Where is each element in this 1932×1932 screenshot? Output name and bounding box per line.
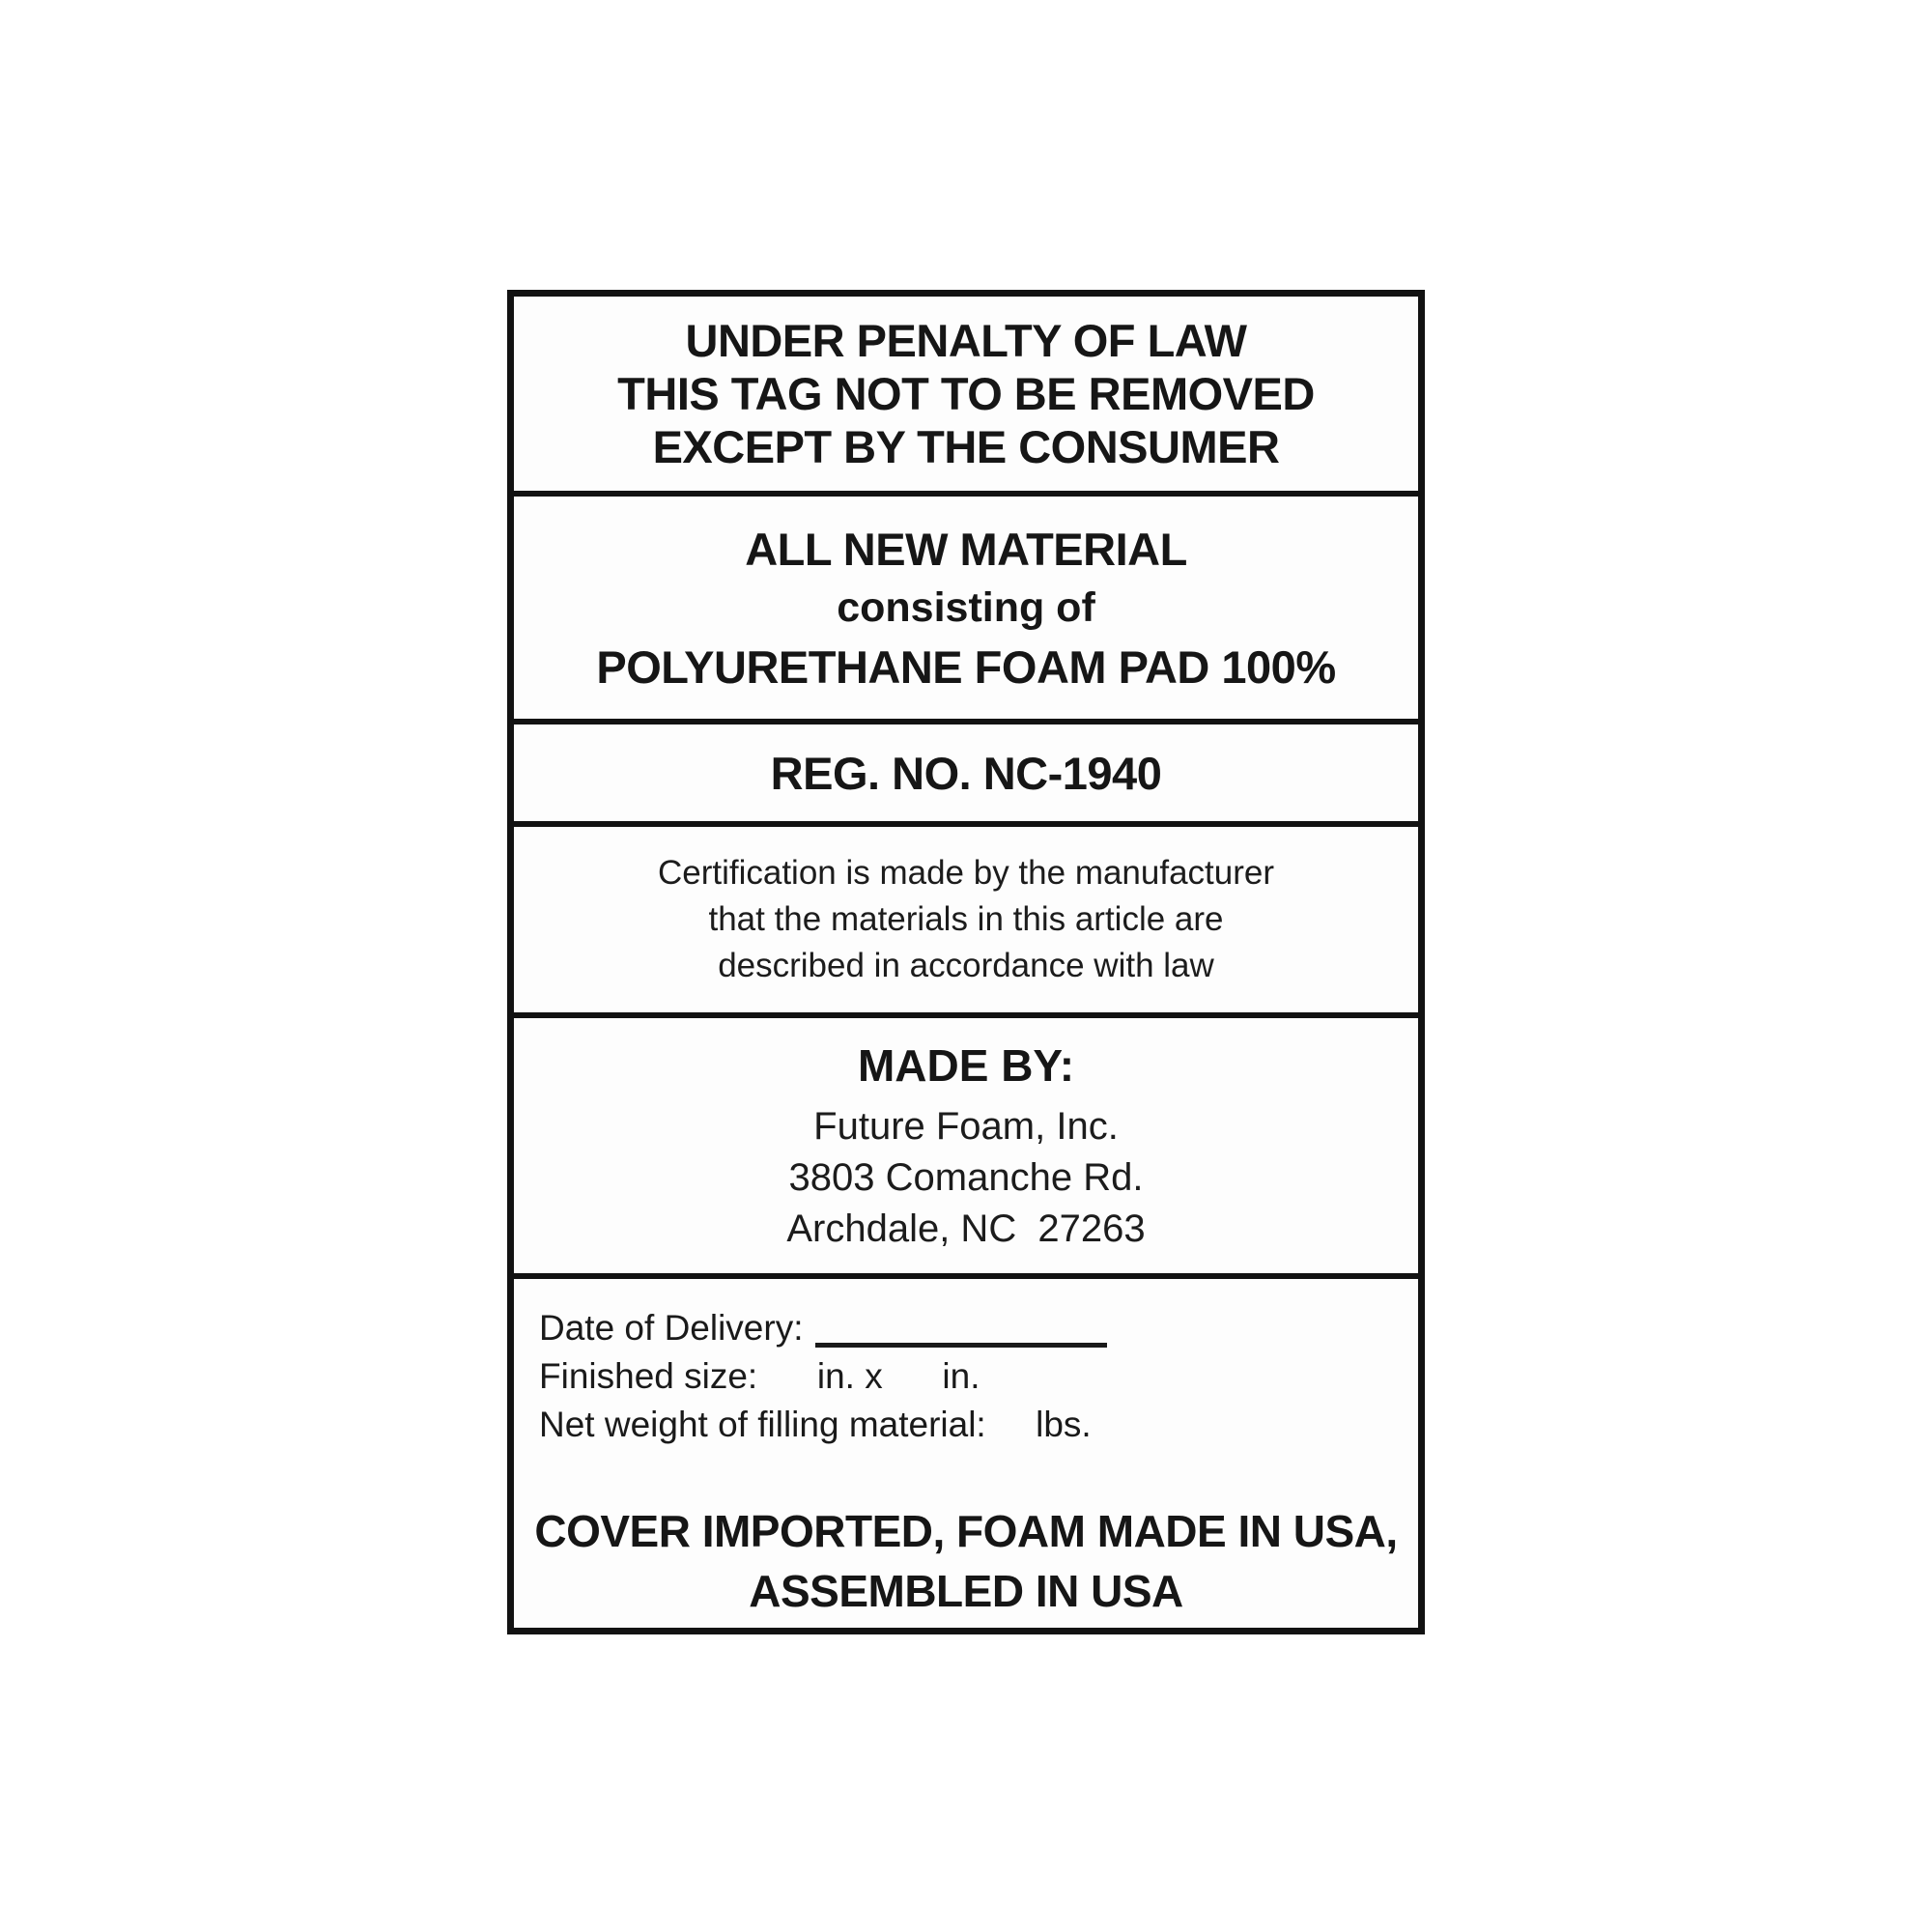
date-of-delivery-blank-field [815,1338,1107,1348]
section-penalty-warning [514,297,1418,497]
material-consisting-of: consisting of [837,583,1095,631]
origin-line-1: COVER IMPORTED, FOAM MADE IN USA, [534,1506,1398,1556]
warning-line-3: EXCEPT BY THE CONSUMER [652,421,1280,472]
certification-line-2: that the materials in this article are [708,900,1224,938]
section-delivery-details [514,1279,1418,1628]
date-of-delivery-line [514,1304,1418,1352]
material-heading: ALL NEW MATERIAL [745,523,1187,575]
origin-statement [514,1501,1418,1621]
made-by-heading: MADE BY: [857,1039,1075,1091]
date-of-delivery-label: Date of Delivery: [539,1308,804,1348]
manufacturer-city-state-zip: Archdale, NC 27263 [786,1207,1146,1250]
section-made-by [514,1018,1418,1279]
section-material-contents [514,497,1418,724]
manufacturer-name: Future Foam, Inc. [813,1104,1119,1148]
section-registration-number [514,724,1418,827]
law-label-tag [507,290,1425,1634]
net-weight-line: Net weight of filling material: lbs. [539,1405,1092,1444]
manufacturer-street: 3803 Comanche Rd. [788,1155,1144,1199]
warning-line-1: UNDER PENALTY OF LAW [685,315,1247,366]
material-composition: POLYURETHANE FOAM PAD 100% [596,640,1336,693]
section-certification [514,827,1418,1018]
registration-number-text: REG. NO. NC-1940 [770,747,1162,799]
finished-size-line: Finished size: in. x in. [539,1356,980,1396]
certification-line-3: described in accordance with law [718,947,1214,984]
origin-line-2: ASSEMBLED IN USA [749,1566,1183,1616]
warning-line-2: THIS TAG NOT TO BE REMOVED [617,368,1315,419]
certification-line-1: Certification is made by the manufacturer [657,854,1275,892]
